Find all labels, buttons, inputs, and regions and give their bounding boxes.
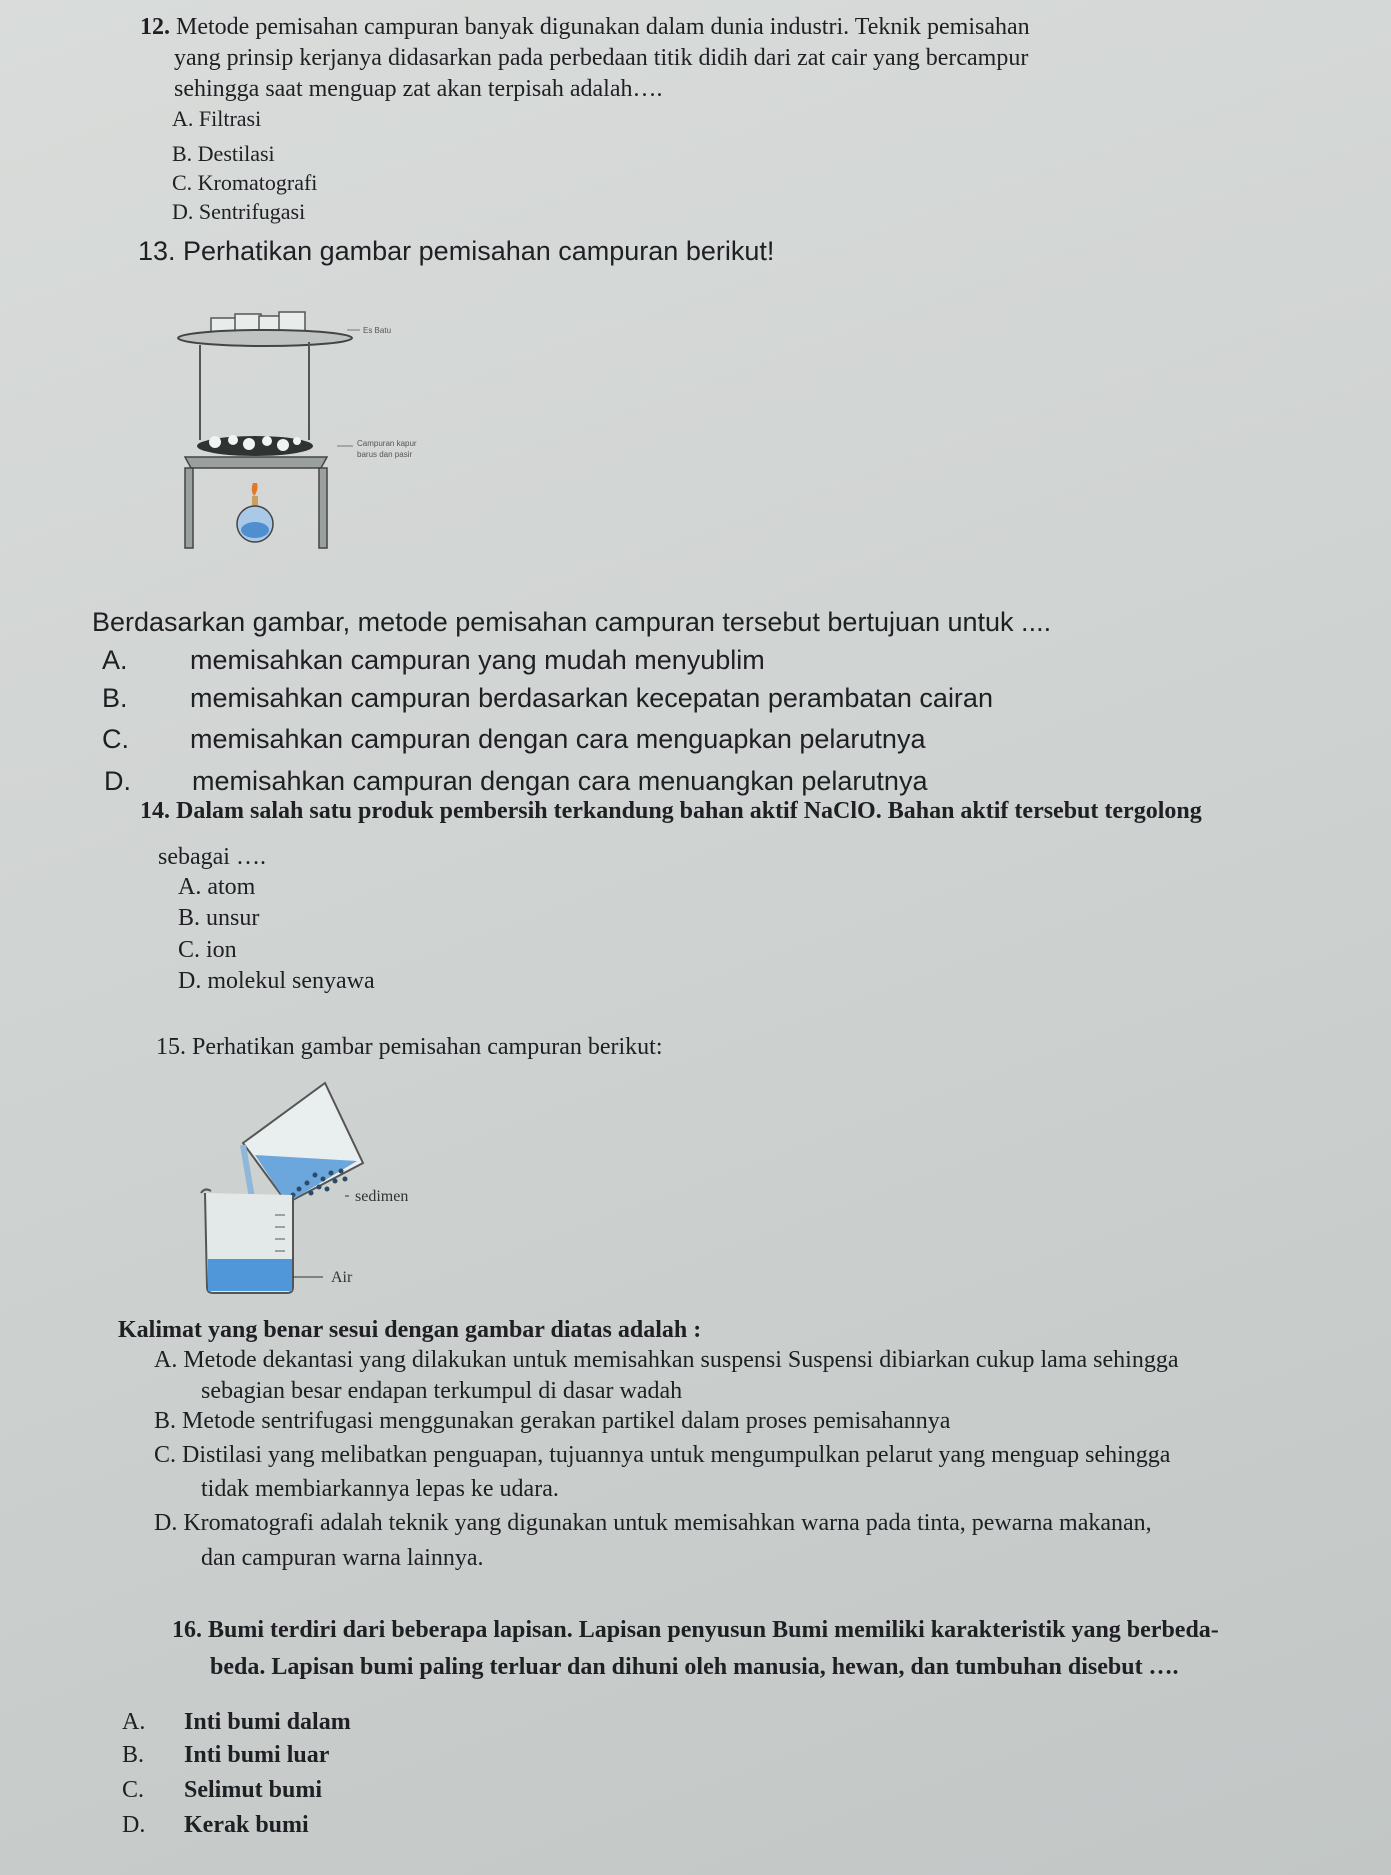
- q12-option-c[interactable]: C. Kromatografi: [172, 170, 318, 195]
- q13-option-d-letter: D.: [104, 766, 131, 796]
- q16-option-a[interactable]: [122, 1707, 351, 1737]
- q13-option-a-text: memisahkan campuran yang mudah menyublim: [190, 645, 765, 675]
- q12-option-a[interactable]: A. Filtrasi: [172, 106, 262, 131]
- q13-option-b-text: memisahkan campuran berdasarkan kecepatan perambatan cairan: [190, 683, 993, 713]
- q16-option-d-text: Kerak bumi: [184, 1812, 309, 1838]
- q12-line-1: Metode pemisahan campuran banyak digunakan dalam dunia industri. Teknik pemisahan: [176, 14, 1030, 40]
- q13-option-d-text: memisahkan campuran dengan cara menuangkan pelarutnya: [192, 766, 928, 796]
- q16-option-a-letter: A.: [122, 1709, 146, 1735]
- label-sediment: sedimen: [355, 1188, 409, 1205]
- q14-option-d[interactable]: D. molekul senyawa: [178, 968, 375, 994]
- q12-option-d[interactable]: D. Sentrifugasi: [172, 199, 306, 224]
- label-ice: Es Batu: [363, 326, 392, 335]
- q13-title: 13. Perhatikan gambar pemisahan campuran berikut!: [138, 236, 775, 266]
- q12-line-2: yang prinsip kerjanya didasarkan pada perbedaan titik didih dari zat cair yang bercampur: [174, 45, 1029, 71]
- q16-option-c[interactable]: [122, 1775, 322, 1805]
- label-mixture-2: barus dan pasir: [357, 450, 413, 459]
- q14-option-b[interactable]: B. unsur: [178, 905, 260, 931]
- q14-line-1: 14. Dalam salah satu produk pembersih terkandung bahan aktif NaClO. Bahan aktif tersebut tergolong: [140, 798, 1202, 824]
- q13-option-a-letter: A.: [102, 645, 128, 675]
- q12-number: 12.: [140, 14, 170, 40]
- q14-option-a[interactable]: A. atom: [178, 874, 256, 900]
- decantation-figure: [195, 1075, 455, 1295]
- q15-option-c-line-1[interactable]: C. Distilasi yang melibatkan penguapan, tujuannya untuk mengumpulkan pelarut yang menguap sehingga: [154, 1442, 1171, 1468]
- q16-option-b-letter: B.: [122, 1742, 145, 1768]
- q15-option-d-line-1[interactable]: D. Kromatografi adalah teknik yang digunakan untuk memisahkan warna pada tinta, pewarna makanan,: [154, 1510, 1152, 1536]
- q15-option-a-line-1[interactable]: A. Metode dekantasi yang dilakukan untuk memisahkan suspensi Suspensi dibiarkan cukup lama sehingga: [154, 1347, 1179, 1373]
- sublimation-figure: [175, 300, 455, 555]
- q15-title: 15. Perhatikan gambar pemisahan campuran berikut:: [156, 1034, 663, 1060]
- q14-line-2: sebagai ….: [158, 844, 266, 870]
- q15-option-a-line-2: sebagian besar endapan terkumpul di dasar wadah: [201, 1378, 683, 1404]
- q15-option-b-line-1[interactable]: B. Metode sentrifugasi menggunakan gerakan partikel dalam proses pemisahannya: [154, 1408, 951, 1434]
- q13-option-b[interactable]: [102, 681, 993, 715]
- q13-question: Berdasarkan gambar, metode pemisahan campuran tersebut bertujuan untuk ....: [92, 607, 1052, 637]
- cover-dish: [178, 330, 352, 346]
- q13-option-d[interactable]: [104, 764, 927, 798]
- q13-option-c-letter: C.: [102, 724, 129, 754]
- q12-option-b[interactable]: B. Destilasi: [172, 141, 275, 166]
- q16-option-b[interactable]: [122, 1740, 329, 1770]
- q15-option-c-line-2: tidak membiarkannya lepas ke udara.: [201, 1476, 559, 1502]
- q13-option-a[interactable]: [102, 643, 765, 677]
- q16-option-b-text: Inti bumi luar: [184, 1742, 330, 1768]
- receiving-beaker-icon: [201, 1189, 293, 1293]
- spirit-burner-icon: [237, 483, 273, 542]
- q14-option-c[interactable]: C. ion: [178, 937, 237, 963]
- q12-line-3: sehingga saat menguap zat akan terpisah adalah….: [174, 76, 663, 102]
- q16-option-c-letter: C.: [122, 1777, 145, 1803]
- q13-option-b-letter: B.: [102, 683, 128, 713]
- q13-option-c[interactable]: [102, 722, 925, 756]
- mixture-icon: [197, 435, 313, 456]
- q15-question: Kalimat yang benar sesui dengan gambar diatas adalah :: [118, 1317, 702, 1343]
- q16-option-d[interactable]: [122, 1810, 309, 1840]
- q16-line-1: 16. Bumi terdiri dari beberapa lapisan. Lapisan penyusun Bumi memiliki karakteristik yang berbeda-: [172, 1617, 1219, 1643]
- pouring-beaker-icon: [243, 1083, 363, 1203]
- q13-option-c-text: memisahkan campuran dengan cara menguapkan pelarutnya: [190, 724, 926, 754]
- q16-line-2: beda. Lapisan bumi paling terluar dan dihuni oleh manusia, hewan, dan tumbuhan disebut ….: [210, 1654, 1179, 1680]
- q16-option-c-text: Selimut bumi: [184, 1777, 323, 1803]
- label-mixture-1: Campuran kapur: [357, 439, 417, 448]
- q15-option-d-line-2: dan campuran warna lainnya.: [201, 1545, 484, 1571]
- q16-option-d-letter: D.: [122, 1812, 146, 1838]
- label-water: Air: [331, 1269, 353, 1286]
- q16-option-a-text: Inti bumi dalam: [184, 1709, 351, 1735]
